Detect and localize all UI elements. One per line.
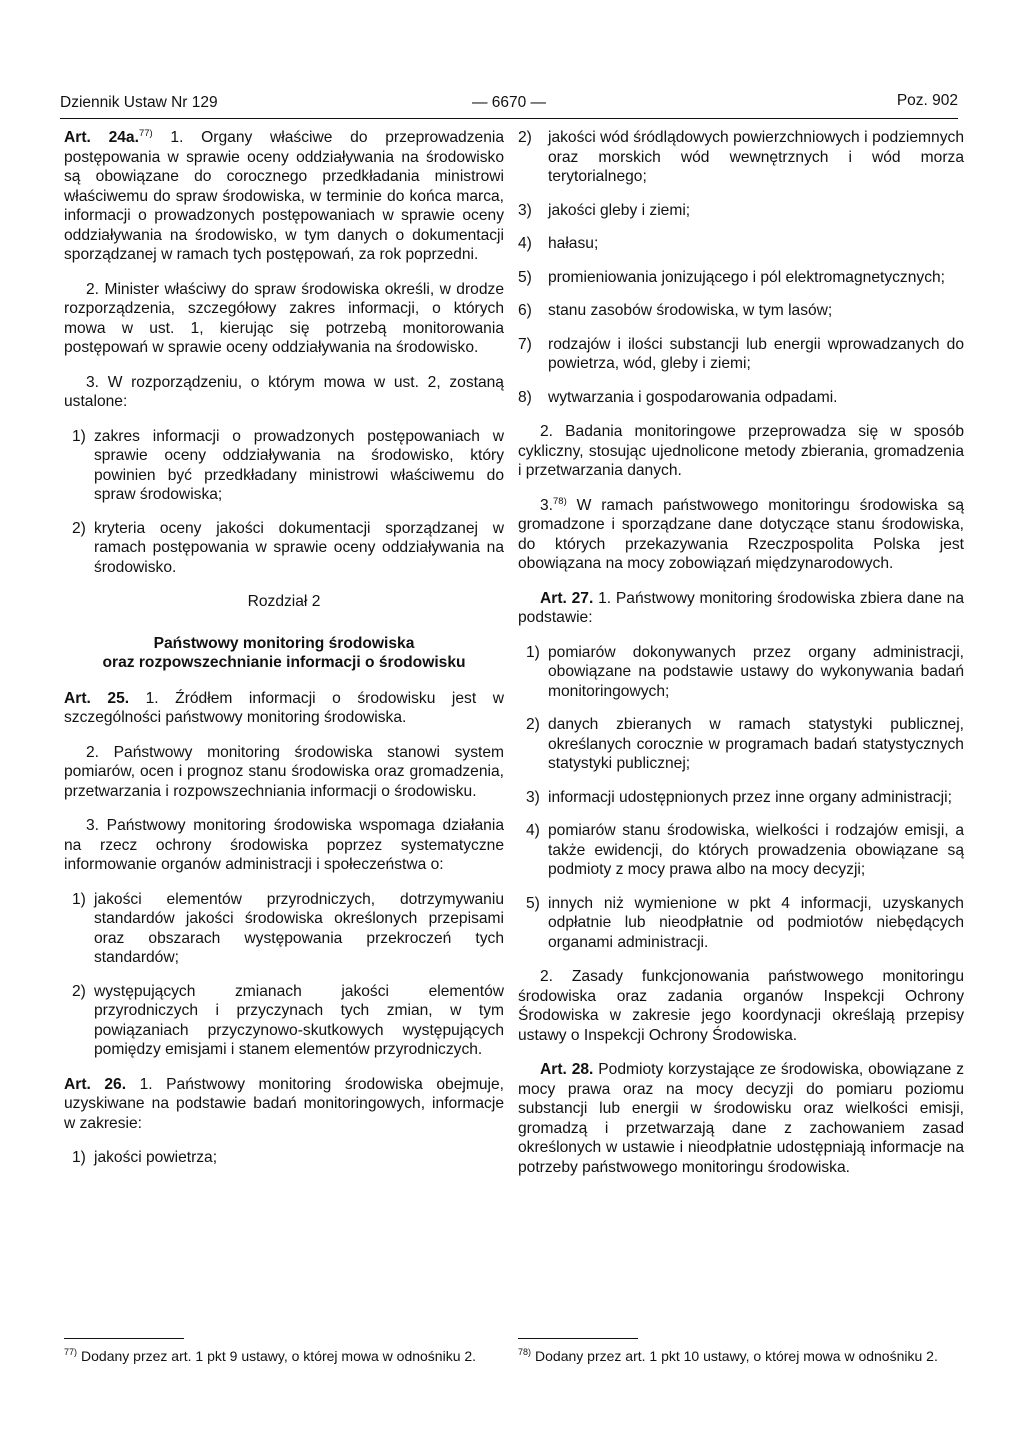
list-item-number: 5) bbox=[518, 268, 532, 286]
list-item bbox=[518, 388, 964, 408]
right-column bbox=[518, 128, 964, 1192]
list-item-text: zakres informacji o prowadzonych postępowaniach w sprawie oceny oddziaływania na środowisko, który powinien być przedkładany ministrowi właściwemu do spraw środowiska; bbox=[94, 427, 504, 503]
footnote-78 bbox=[518, 1348, 958, 1365]
list-item-text: jakości powietrza; bbox=[94, 1149, 218, 1166]
chapter-title-line-2: oraz rozpowszechnianie informacji o środowisku bbox=[102, 654, 466, 671]
art-25-text-1: 1. Źródłem informacji o środowisku jest w szczególności państwowy monitoring środowiska. bbox=[64, 689, 504, 726]
footnote-divider-left bbox=[64, 1338, 184, 1339]
list-item bbox=[518, 788, 964, 808]
list-item bbox=[518, 335, 964, 374]
list-item bbox=[64, 982, 504, 1060]
list-item bbox=[518, 234, 964, 254]
art-26-label: Art. 26. bbox=[64, 1075, 127, 1093]
list-item-number: 2) bbox=[72, 519, 86, 537]
footnote-ref-78: 78) bbox=[553, 495, 567, 507]
footnote-77 bbox=[64, 1348, 484, 1365]
footnote-mark: 78) bbox=[518, 1347, 532, 1358]
art-27-text-1: 1. Państwowy monitoring środowiska zbiera dane na podstawie: bbox=[518, 589, 964, 626]
art-25-paragraph-1 bbox=[64, 689, 504, 728]
art-26-text-1: 1. Państwowy monitoring środowiska obejmuje, uzyskiwane na podstawie badań monitoringowych, informacje w zakresie: bbox=[64, 1075, 504, 1132]
art-25-label: Art. 25. bbox=[64, 689, 130, 707]
list-item-number: 3) bbox=[518, 201, 532, 219]
art-28-text-1: Podmioty korzystające ze środowiska, obowiązane z mocy prawa oraz na mocy decyzji do pomiaru poziomu substancji lub energii w środowisku oraz wielkości emisji, gromadzą i przetwarzają dane z zachowaniem zasad określonych w ustawie i nieodpłatnie udostępniają informacje na potrzeby państwowego monitoringu środowiska. bbox=[518, 1061, 964, 1176]
art-24a-paragraph-1 bbox=[64, 128, 504, 265]
list-item-number: 8) bbox=[518, 388, 532, 406]
art-26-paragraph-3 bbox=[518, 496, 964, 574]
list-item-number: 6) bbox=[518, 302, 532, 319]
footnote-ref-77: 77) bbox=[138, 127, 153, 139]
footnote-text: Dodany przez art. 1 pkt 9 ustawy, o której mowa w odnośniku 2. bbox=[81, 1348, 477, 1364]
list-item-text: jakości elementów przyrodniczych, dotrzymywaniu standardów jakości środowiska określonych przepisami oraz obszarach występowania przekroczeń tych standardów; bbox=[94, 890, 504, 966]
list-item-text: pomiarów stanu środowiska, wielkości i rodzajów emisji, a także ewidencji, do których prowadzenia obowiązane są podmioty z mocy prawa albo na mocy decyzji; bbox=[548, 822, 964, 878]
list-item-text: pomiarów dokonywanych przez organy administracji, obowiązane na podstawie ustawy do wykonywania badań monitoringowych; bbox=[548, 643, 964, 700]
list-item-text: promieniowania jonizującego i pól elektromagnetycznych; bbox=[548, 268, 945, 286]
list-item bbox=[64, 427, 504, 505]
publication-title: Dziennik Ustaw Nr 129 bbox=[60, 94, 218, 111]
list-item-text: kryteria oceny jakości dokumentacji sporządzanej w ramach postępowania w sprawie oceny oddziaływania na środowisko. bbox=[94, 519, 504, 576]
art-24a-text-1: 1. Organy właściwe do przeprowadzenia postępowania w sprawie oceny oddziaływania na środowisko są obowiązane do corocznego przedkładania ministrowi właściwemu do spraw środowiska, w terminie do końca marca, informacji o prowadzonych postępowaniach w sprawie oceny oddziaływania na środowisko, w tym danych o dokumentacji sporządzanej w ramach tych postępowań, za rok poprzedni. bbox=[64, 129, 505, 263]
art-26-paragraph-1 bbox=[64, 1075, 504, 1134]
list-item-number: 3) bbox=[526, 788, 540, 806]
art-24a-paragraph-3: 3. W rozporządzeniu, o którym mowa w ust. 2, zostaną ustalone: bbox=[64, 373, 504, 410]
art-27-paragraph-1 bbox=[518, 589, 964, 628]
list-item bbox=[64, 1148, 504, 1168]
art-28-paragraph-1 bbox=[518, 1060, 964, 1177]
list-item bbox=[518, 301, 964, 321]
list-item-number: 1) bbox=[526, 643, 540, 661]
footnote-divider-right bbox=[518, 1338, 638, 1339]
art-24a-paragraph-2: 2. Minister właściwy do spraw środowiska określi, w drodze rozporządzenia, szczegółowy zakres informacji, o których mowa w ust. 1, kierując się potrzebą monitorowania postępowań w sprawie oceny oddziaływania na środowisko. bbox=[64, 280, 504, 356]
list-item-text: występujących zmianach jakości elementów przyrodniczych i przyczynach tych zmian, w tym powiązaniach przyczynowo-skutkowych występujących pomiędzy emisjami i stanem elementów przyrodniczych. bbox=[94, 982, 504, 1058]
list-item-text: innych niż wymienione w pkt 4 informacji, uzyskanych odpłatnie lub nieodpłatnie od podmiotów niebędących organami administracji. bbox=[548, 894, 964, 951]
art-28-label: Art. 28. bbox=[540, 1061, 594, 1078]
list-item-number: 7) bbox=[518, 335, 532, 353]
art-25-paragraph-3: 3. Państwowy monitoring środowiska wspomaga działania na rzecz ochrony środowiska poprzez systematyczne informowanie organów administracji i społeczeństwa o: bbox=[64, 817, 504, 873]
chapter-title-line-1: Państwowy monitoring środowiska bbox=[153, 634, 415, 652]
list-item-number: 1) bbox=[72, 890, 86, 908]
chapter-title bbox=[64, 634, 504, 673]
list-item bbox=[64, 519, 504, 578]
list-item-number: 2) bbox=[72, 982, 86, 1000]
page-number: — 6670 — bbox=[471, 94, 547, 111]
list-item-number: 5) bbox=[526, 894, 540, 912]
list-item bbox=[518, 201, 964, 221]
art-25-list bbox=[64, 890, 504, 1060]
art-27-paragraph-2: 2. Zasady funkcjonowania państwowego monitoringu środowiska oraz zadania organów Inspekcji Ochrony Środowiska w zakresie jego koordynacji określają przepisy ustawy o Inspekcji Ochrony Środowiska. bbox=[518, 968, 964, 1044]
list-item-text: jakości wód śródlądowych powierzchniowych i podziemnych oraz morskich wód wewnętrznych i wód morza terytorialnego; bbox=[548, 129, 964, 185]
footnote-mark: 77) bbox=[64, 1347, 78, 1358]
list-item bbox=[518, 128, 964, 187]
art-26-list-continued bbox=[518, 128, 964, 407]
chapter-number: Rozdział 2 bbox=[247, 593, 321, 610]
art-27-list bbox=[518, 643, 964, 953]
list-item-number: 1) bbox=[72, 427, 86, 445]
art-26-paragraph-3-text: W ramach państwowego monitoringu środowiska są gromadzone i sporządzane dane dotyczące stanu środowiska, do których przekazywania Rzeczpospolita Polska jest obowiązana na mocy zobowiązań międzynarodowych. bbox=[518, 496, 964, 572]
list-item-text: rodzajów i ilości substancji lub energii wprowadzanych do powietrza, wód, gleby i ziemi; bbox=[548, 335, 964, 372]
list-item-text: wytwarzania i gospodarowania odpadami. bbox=[548, 388, 838, 406]
list-item-number: 2) bbox=[526, 716, 540, 733]
art-26-paragraph-3-number: 3. bbox=[540, 496, 554, 514]
list-item-number: 4) bbox=[518, 235, 532, 252]
list-item bbox=[518, 821, 964, 880]
page-header bbox=[60, 78, 958, 119]
list-item-text: jakości gleby i ziemi; bbox=[548, 201, 691, 219]
art-26-list-start bbox=[64, 1148, 504, 1168]
art-25-paragraph-2: 2. Państwowy monitoring środowiska stanowi system pomiarów, ocen i prognoz stanu środowiska oraz gromadzenia, przetwarzania i rozpowszechniania informacji o środowisku. bbox=[64, 743, 504, 800]
list-item-number: 2) bbox=[518, 129, 532, 146]
art-26-paragraph-2: 2. Badania monitoringowe przeprowadza się w sposób cykliczny, stosując ujednolicone metody zbierania, gromadzenia i przetwarzania danych. bbox=[518, 423, 964, 479]
list-item-text: informacji udostępnionych przez inne organy administracji; bbox=[548, 788, 952, 806]
position-number: Poz. 902 bbox=[896, 92, 958, 109]
left-column bbox=[64, 128, 504, 1183]
list-item-number: 1) bbox=[72, 1149, 86, 1166]
list-item bbox=[518, 894, 964, 953]
list-item bbox=[64, 890, 504, 968]
list-item-number: 4) bbox=[526, 822, 540, 839]
art-24a-label: Art. 24a. bbox=[64, 129, 139, 146]
footnote-text: Dodany przez art. 1 pkt 10 ustawy, o której mowa w odnośniku 2. bbox=[535, 1348, 938, 1364]
list-item-text: hałasu; bbox=[548, 235, 599, 252]
list-item bbox=[518, 715, 964, 774]
list-item bbox=[518, 268, 964, 288]
art-24a-list bbox=[64, 427, 504, 578]
list-item bbox=[518, 643, 964, 702]
list-item-text: stanu zasobów środowiska, w tym lasów; bbox=[548, 302, 833, 319]
list-item-text: danych zbieranych w ramach statystyki publicznej, określanych corocznie w programach badań statystycznych statystyki publicznej; bbox=[548, 716, 964, 772]
art-27-label: Art. 27. bbox=[540, 589, 594, 607]
